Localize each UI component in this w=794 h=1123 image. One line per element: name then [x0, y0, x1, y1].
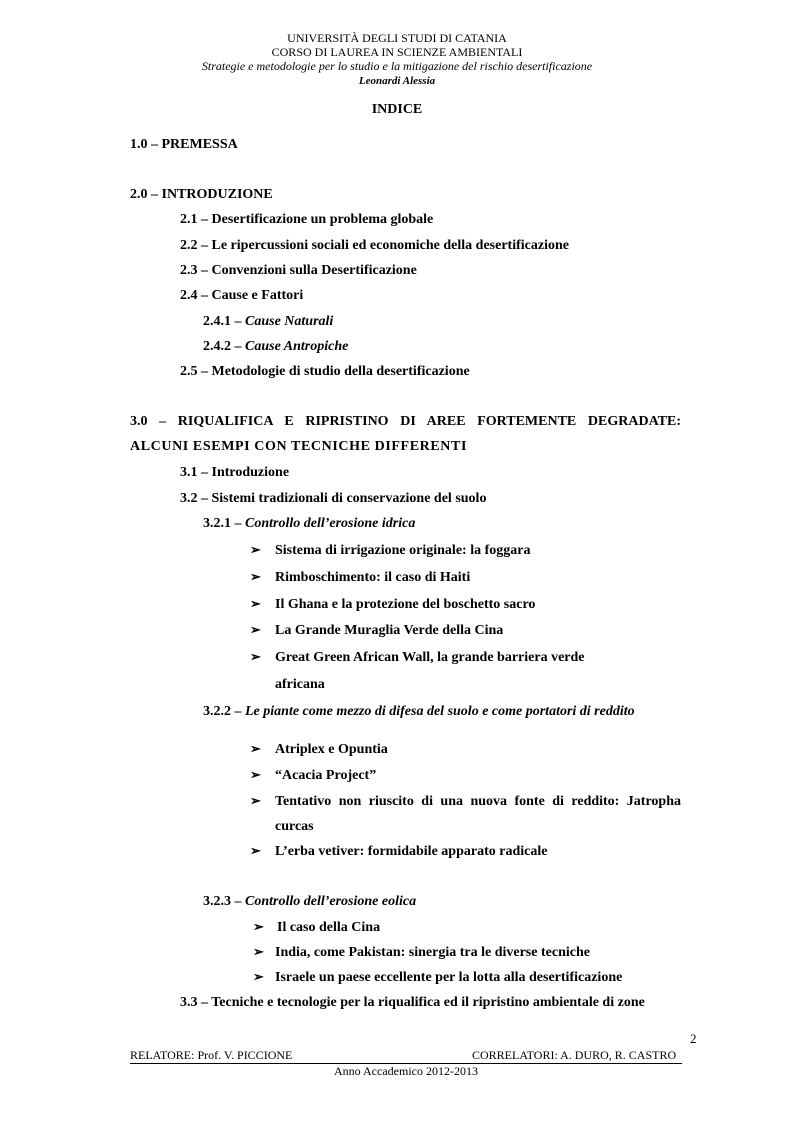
toc-title: Cause Antropiche [245, 339, 349, 354]
footer-academic-year: Anno Accademico 2012-2013 [334, 1064, 478, 1078]
toc-entry-2-4: 2.4 – Cause e Fattori [180, 288, 304, 303]
toc-number: 3.2.2 – [203, 704, 245, 719]
bullet-item: India, come Pakistan: sinergia tra le diverse tecniche [275, 945, 590, 960]
toc-entry-3-1: 3.1 – Introduzione [180, 465, 290, 480]
arrow-bullet-icon: ➢ [253, 919, 264, 934]
toc-entry-2-2: 2.2 – Le ripercussioni sociali ed economiche della desertificazione [180, 238, 569, 253]
toc-number: 2.4.2 – [203, 339, 245, 354]
toc-entry-3-0-line1: 3.0 – RIQUALIFICA E RIPRISTINO DI AREE FORTEMENTE DEGRADATE: [130, 414, 681, 429]
bullet-item: Il Ghana e la protezione del boschetto sacro [275, 597, 536, 612]
arrow-bullet-icon: ➢ [253, 944, 264, 959]
toc-entry-3-2-1 [203, 515, 415, 533]
bullet-item-continuation: curcas [275, 819, 314, 834]
toc-title: Le piante come mezzo di difesa del suolo e come portatori di reddito [245, 704, 635, 719]
toc-entry-2-4-1 [203, 313, 333, 331]
toc-title: Controllo dell’erosione eolica [245, 894, 417, 909]
toc-entry-2-3: 2.3 – Convenzioni sulla Desertificazione [180, 263, 417, 278]
header-thesis-title: Strategie e metodologie per lo studio e la mitigazione del rischio desertificazione [201, 59, 593, 73]
bullet-item: Rimboschimento: il caso di Haiti [275, 570, 471, 585]
bullet-item: Israele un paese eccellente per la lotta alla desertificazione [275, 970, 623, 985]
bullet-item: La Grande Muraglia Verde della Cina [275, 623, 504, 638]
arrow-bullet-icon: ➢ [250, 741, 261, 756]
bullet-item: L’erba vetiver: formidabile apparato radicale [275, 844, 548, 859]
header-university: UNIVERSITÀ DEGLI STUDI DI CATANIA [287, 31, 507, 45]
header-author: Leonardi Alessia [358, 75, 436, 87]
bullet-item: Il caso della Cina [277, 920, 381, 935]
arrow-bullet-icon: ➢ [250, 649, 261, 664]
toc-entry-2-1: 2.1 – Desertificazione un problema globale [180, 212, 434, 227]
toc-entry-2-5: 2.5 – Metodologie di studio della desertificazione [180, 364, 470, 379]
arrow-bullet-icon: ➢ [253, 969, 264, 984]
bullet-item: Great Green African Wall, la grande barriera verde [275, 650, 585, 665]
arrow-bullet-icon: ➢ [250, 569, 261, 584]
toc-number: 2.4.1 – [203, 314, 245, 329]
arrow-bullet-icon: ➢ [250, 542, 261, 557]
arrow-bullet-icon: ➢ [250, 767, 261, 782]
bullet-item: Tentativo non riuscito di una nuova fonte di reddito: Jatropha [275, 794, 681, 809]
arrow-bullet-icon: ➢ [250, 843, 261, 858]
toc-entry-3-3: 3.3 – Tecniche e tecnologie per la riqualifica ed il ripristino ambientale di zone [180, 995, 645, 1010]
toc-entry-3-0-line2: ALCUNI ESEMPI CON TECNICHE DIFFERENTI [130, 439, 467, 454]
toc-number: 3.2.1 – [203, 516, 245, 531]
toc-title: Cause Naturali [245, 314, 334, 329]
arrow-bullet-icon: ➢ [250, 622, 261, 637]
footer-relatore: RELATORE: Prof. V. PICCIONE [130, 1048, 293, 1062]
page-title: INDICE [371, 102, 423, 117]
header-course: CORSO DI LAUREA IN SCIENZE AMBIENTALI [271, 45, 523, 59]
toc-entry-2-0: 2.0 – INTRODUZIONE [130, 187, 273, 202]
bullet-item: Atriplex e Opuntia [275, 742, 388, 757]
toc-entry-1-0: 1.0 – PREMESSA [130, 137, 238, 152]
toc-entry-3-2: 3.2 – Sistemi tradizionali di conservazione del suolo [180, 491, 487, 506]
arrow-bullet-icon: ➢ [250, 793, 261, 808]
toc-number: 3.2.3 – [203, 894, 245, 909]
footer-correlatori: CORRELATORI: A. DURO, R. CASTRO [472, 1048, 677, 1062]
toc-entry-3-2-3 [203, 893, 416, 911]
bullet-item-continuation: africana [275, 677, 325, 692]
toc-entry-3-2-2 [203, 703, 635, 721]
bullet-item: Sistema di irrigazione originale: la foggara [275, 543, 531, 558]
arrow-bullet-icon: ➢ [250, 596, 261, 611]
page-number: 2 [690, 1031, 697, 1046]
toc-entry-2-4-2 [203, 338, 348, 356]
bullet-item: “Acacia Project” [275, 768, 377, 783]
toc-title: Controllo dell’erosione idrica [245, 516, 416, 531]
